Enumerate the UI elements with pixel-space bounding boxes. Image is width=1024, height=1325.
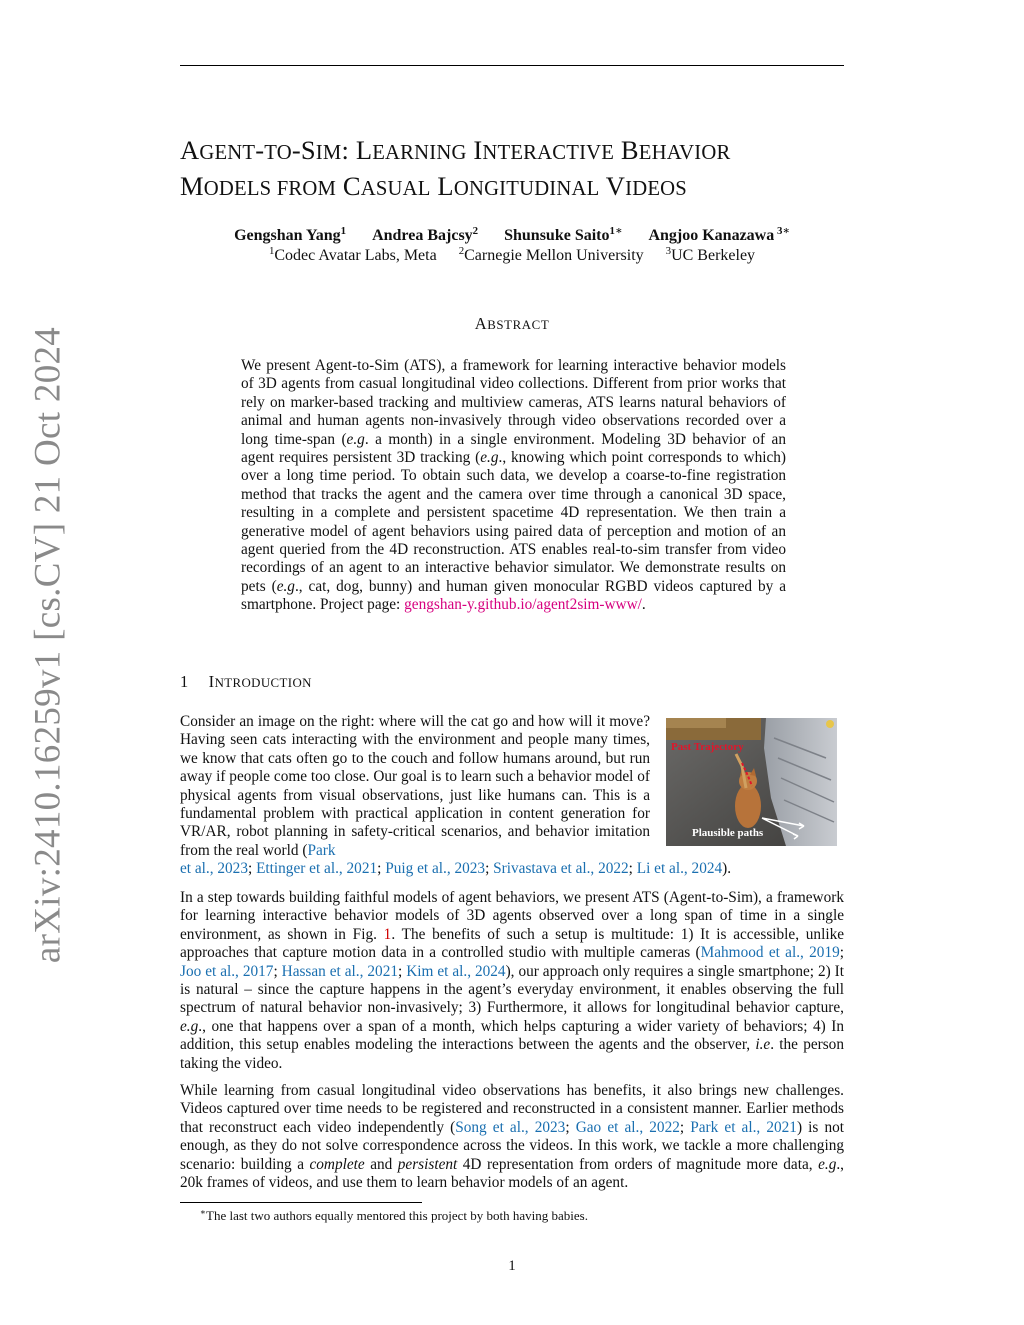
intro-paragraph-3: While learning from casual longitudinal video observations has benefits, it also brings new challenges. Videos captured over time needs to be registered and reconstructed in a consistent manner. Earlier methods that reconstruct each video independently (Song et al., 2023; Gao et al., 2022; Park et al., 2021) is not enough, as they do not solve correspondence across the videos. In this work, we tackle a more challenging scenario: building a complete and persistent 4D representation from orders of magnitude more data, e.g., 20k frames of videos, and use them to learn behavior models of an agent. <box>180 1082 845 1192</box>
abstract-heading: ABSTRACT <box>474 314 550 333</box>
citation-link[interactable]: Hassan et al., 2021 <box>281 962 398 980</box>
arxiv-identifier: arXiv:2410.16259v1 [cs.CV] 21 Oct 2024 <box>27 326 69 964</box>
citation-link[interactable]: Song et al., 2023 <box>455 1118 566 1136</box>
section-heading-introduction: 1 INTRODUCTION <box>180 672 312 691</box>
citation-link[interactable]: Park et al., 2021 <box>690 1118 797 1136</box>
intro-paragraph-1-tail: et al., 2023; Ettinger et al., 2021; Puig et al., 2023; Srivastava et al., 2022; Li et al., 2024). <box>180 860 732 877</box>
intro-paragraph-2: In a step towards building faithful models of agent behaviors, we present ATS (Agent-to-Sim), a framework for learning interactive behavior models of 3D agents observed over a long span of time in a single environment, as shown in Fig. 1. The benefits of such a setup is multitude: 1) It is accessible, unlike approaches that capture motion data in a controlled studio with multiple cameras (Mahmood et al., 2019; Joo et al., 2017; Hassan et al., 2021; Kim et al., 2024), our approach only requires a single smartphone; 2) It is natural – since the capture happens in the agent’s everyday environment, it enables observing the full spectrum of natural behavior non-invasively; 3) Furthermore, it allows for longitudinal behavior capture, e.g., one that happens over a span of a month, which helps capturing a wider variety of behaviors; 4) In addition, this setup enables modeling the interactions between the agents and the observer, i.e. the person taking the video. <box>180 889 845 1072</box>
figure-reference[interactable]: 1 <box>383 925 392 943</box>
affiliation-list <box>180 246 844 266</box>
cat-body <box>735 784 761 828</box>
citation-link[interactable]: Park <box>307 841 336 859</box>
author-list <box>180 226 844 246</box>
citation-link[interactable]: Gao et al., 2022 <box>575 1118 680 1136</box>
footnote: ∗The last two authors equally mentored this project by both having babies. <box>200 1207 588 1223</box>
project-page-link[interactable]: gengshan-y.github.io/agent2sim-www/ <box>404 596 642 614</box>
author: Gengshan Yang$^1$ <box>234 225 347 244</box>
author: Angjoo Kanazawa $^{3∗}$ <box>648 225 790 244</box>
lamp-light <box>826 720 834 728</box>
paper-title <box>180 134 860 206</box>
citation-link[interactable]: Puig et al., 2023 <box>385 860 486 877</box>
affiliation: $^2$Carnegie Mellon University <box>458 245 644 264</box>
title-line-2: MODELS FROM CASUAL LONGITUDINAL VIDEOS <box>180 171 687 201</box>
cat-trajectory-figure <box>666 718 837 846</box>
citation-link[interactable]: Joo et al., 2017 <box>180 962 274 980</box>
page-number: 1 <box>508 1258 516 1274</box>
intro-paragraph-1: Consider an image on the right: where will the cat go and how will it move? Having seen cats interacting with the environment and people many times, we know that cats often go to the couch and follow humans around, but run away if people come too close. Our goal is to learn such a behavior model of physical agents from visual observations, just like humans can. This is a fundamental problem with practical application in content generation for VR/AR, robot planning in safety-critical scenarios, and behavior imitation from the real world (Park <box>180 713 650 859</box>
abstract-body: We present Agent-to-Sim (ATS), a framework for learning interactive behavior models of 3D agents from casual longitudinal video collections. Different from prior works that rely on marker-based tracking and multiview cameras, ATS learns natural behaviors of animal and human agents non-invasively through video observations recorded over a long time-span (e.g. a month) in a single environment. Modeling 3D behavior of an agent requires persistent 3D tracking (e.g., knowing which point corresponds to which) over a long time period. To obtain such data, we develop a coarse-to-fine registration method that tracks the agent and the camera over time through a canonical 3D space, resulting in a complete and persistent spacetime 4D representation. We then train a generative model of agent behaviors using paired data of perception and motion of an agent queried from the 4D reconstruction. ATS enables real-to-sim transfer from video recordings of an agent to an interactive behavior simulator. We demonstrate results on pets (e.g., cat, dog, bunny) and human given monocular RGBD videos captured by a smartphone. Project page: gengshan-y.github.io/agent2sim-www/. <box>241 357 786 614</box>
shelf-top <box>666 718 726 728</box>
affiliation: $^1$Codec Avatar Labs, Meta <box>268 245 437 264</box>
citation-link[interactable]: Srivastava et al., 2022 <box>493 860 629 877</box>
author: Shunsuke Saito$^{1∗}$ <box>504 225 623 244</box>
author: Andrea Bajcsy$^2$ <box>372 225 479 244</box>
citation-link[interactable]: Ettinger et al., 2021 <box>256 860 378 877</box>
past-trajectory-label: Past Trajectory <box>671 741 744 753</box>
citation-link[interactable]: Mahmood et al., 2019 <box>700 944 840 962</box>
top-rule <box>180 65 844 66</box>
figure-image <box>666 718 837 846</box>
citation-link[interactable]: Kim et al., 2024 <box>406 962 506 980</box>
footnote-rule <box>180 1202 422 1203</box>
citation-link[interactable]: et al., 2023 <box>180 860 248 877</box>
plausible-paths-label: Plausible paths <box>692 827 764 839</box>
title-line-1: AGENT-TO-SIM: LEARNING INTERACTIVE BEHAVIOR <box>180 135 731 165</box>
citation-link[interactable]: Li et al., 2024 <box>636 860 723 877</box>
affiliation: $^3$UC Berkeley <box>665 245 756 264</box>
